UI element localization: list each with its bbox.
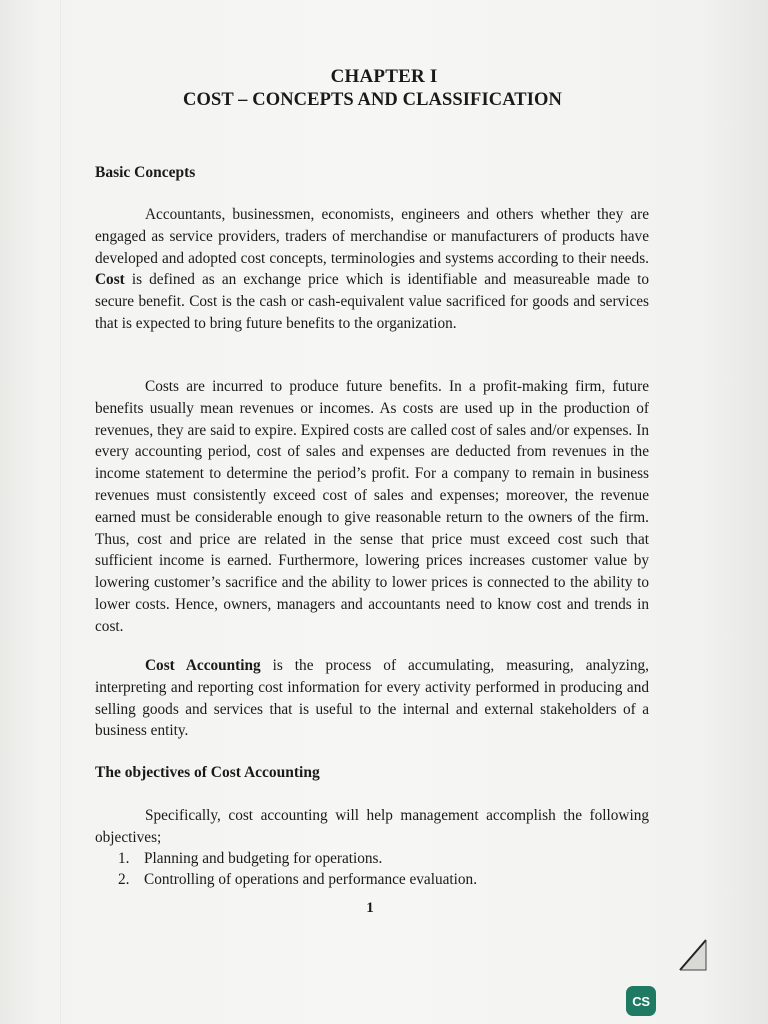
page-corner-curl-icon bbox=[678, 936, 708, 972]
objectives-list bbox=[118, 848, 477, 890]
chapter-title: COST – CONCEPTS AND CLASSIFICATION bbox=[183, 90, 562, 110]
paragraph-text: Accountants, businessmen, economists, engineers and others whether they are engaged as service providers, traders of merchandise or manufacturers of products have developed and adopted cost concepts, terminologies and systems according to their needs. bbox=[95, 206, 649, 267]
paragraph-text: Costs are incurred to produce future benefits. In a profit-making firm, future benefits usually mean revenues or incomes. As costs are used up in the production of revenues, they are said to expire. Expired costs are called cost of sales and/or expenses. In every accounting period, cost of sales and expenses are deducted from revenues in the income statement to determine the period’s profit. For a company to remain in business revenues must consistently exceed cost of sales and expenses; moreover, the revenue earned must be considerable enough to give reasonable return to the owners of the firm. Thus, cost and price are related in the sense that price must exceed cost such that sufficient income is earned. Furthermore, lowering prices increases customer value by lowering customer’s sacrifice and the ability to lower prices is connected to the ability to lower costs. Hence, owners, managers and accountants need to know cost and trends in cost. bbox=[95, 378, 649, 635]
list-item-number: 1. bbox=[118, 850, 130, 867]
paragraph-cost-accounting-definition bbox=[95, 655, 649, 742]
camscanner-logo-icon: CS bbox=[626, 986, 656, 1016]
paragraph-costs-incurred bbox=[95, 376, 649, 638]
paragraph-text: Specifically, cost accounting will help management accomplish the following objectives; bbox=[95, 807, 649, 846]
list-item bbox=[118, 869, 477, 890]
scan-fold-shadow bbox=[60, 0, 61, 1024]
paragraph-text: is defined as an exchange price which is identifiable and measureable made to secure benefit. Cost is the cash or cash-equivalent value sacrificed for goods and services that is expected to bring future benefits to the organization. bbox=[95, 271, 649, 332]
paragraph-cost-definition bbox=[95, 204, 649, 335]
paragraph-text: is the process of accumulating, measuring, analyzing, interpreting and reporting cost information for every activity performed in producing and selling goods and services that is useful to the internal and external stakeholders of a business entity. bbox=[95, 657, 649, 740]
list-item-text: Planning and budgeting for operations. bbox=[144, 850, 383, 867]
section-heading-basic-concepts: Basic Concepts bbox=[95, 164, 196, 181]
list-item-text: Controlling of operations and performance evaluation. bbox=[144, 871, 478, 888]
paragraph-objectives-intro bbox=[95, 805, 649, 849]
section-heading-objectives: The objectives of Cost Accounting bbox=[95, 764, 320, 781]
chapter-label: CHAPTER I bbox=[330, 66, 438, 87]
term-cost-accounting: Cost Accounting bbox=[145, 657, 261, 674]
list-item bbox=[118, 848, 477, 869]
list-item-number: 2. bbox=[118, 871, 130, 888]
page-number: 1 bbox=[366, 900, 374, 916]
term-cost: Cost bbox=[95, 271, 125, 289]
